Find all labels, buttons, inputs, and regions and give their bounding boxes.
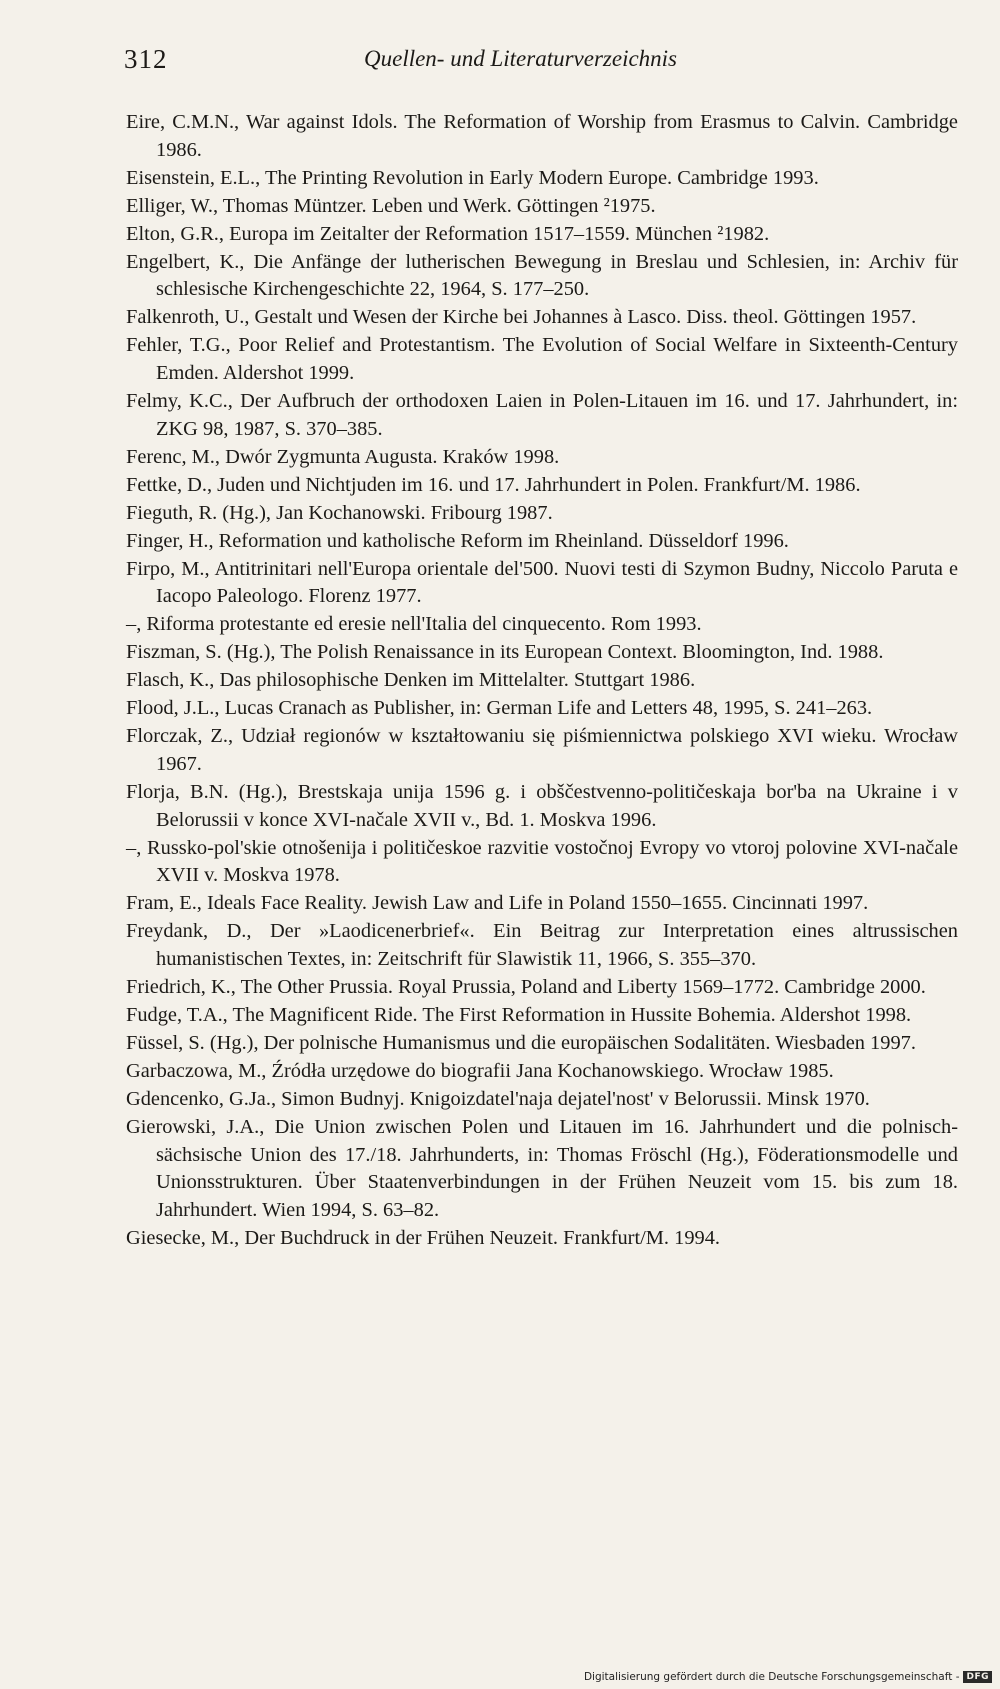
bibliography-entry: Füssel, S. (Hg.), Der polnische Humanismus und die europäischen Sodalitäten. Wiesbaden 1997. bbox=[126, 1031, 916, 1054]
bibliography-entry: Flasch, K., Das philosophische Denken im Mittelalter. Stuttgart 1986. bbox=[126, 669, 696, 692]
running-title: Quellen- und Literaturverzeichnis bbox=[364, 46, 678, 71]
bibliography-entry: Firpo, M., Antitrinitari nell'Europa orientale del'500. Nuovi testi di Szymon Budny, Niccolo Paruta e Iacopo Paleologo. Florenz 1977. bbox=[126, 557, 958, 608]
bibliography-entry: Falkenroth, U., Gestalt und Wesen der Kirche bei Johannes à Lasco. Diss. theol. Göttingen 1957. bbox=[126, 306, 917, 329]
bibliography-entry: Elliger, W., Thomas Müntzer. Leben und Werk. Göttingen ²1975. bbox=[126, 194, 656, 217]
bibliography-entry: Fehler, T.G., Poor Relief and Protestantism. The Evolution of Social Welfare in Sixteenth-Century Emden. Aldershot 1999. bbox=[126, 334, 958, 385]
footer-text: Digitalisierung gefördert durch die Deutsche Forschungsgemeinschaft - bbox=[583, 1671, 960, 1683]
bibliography-entry: –, Russko-pol'skie otnošenija i političeskoe razvitie vostočnoj Evropy vo vtoroj polovine XVI-načale XVII v. Moskva 1978. bbox=[126, 836, 958, 887]
bibliography-entry: Freydank, D., Der »Laodicenerbrief«. Ein Beitrag zur Interpretation eines altrussischen humanistischen Textes, in: Zeitschrift für Slawistik 11, 1966, S. 355–370. bbox=[126, 920, 958, 971]
bibliography-entry: Fettke, D., Juden und Nichtjuden im 16. und 17. Jahrhundert in Polen. Frankfurt/M. 1986. bbox=[126, 473, 861, 496]
bibliography-entry: Friedrich, K., The Other Prussia. Royal Prussia, Poland and Liberty 1569–1772. Cambridge 2000. bbox=[126, 976, 926, 999]
bibliography-entry: Garbaczowa, M., Źródła urzędowe do biografii Jana Kochanowskiego. Wrocław 1985. bbox=[126, 1059, 834, 1082]
bibliography-entry: Ferenc, M., Dwór Zygmunta Augusta. Kraków 1998. bbox=[126, 445, 560, 468]
dfg-logo: DFG bbox=[963, 1671, 992, 1683]
bibliography-entry: Fudge, T.A., The Magnificent Ride. The First Reformation in Hussite Bohemia. Aldershot 1998. bbox=[126, 1004, 912, 1026]
bibliography-entry: Felmy, K.C., Der Aufbruch der orthodoxen Laien in Polen-Litauen im 16. und 17. Jahrhundert, in: ZKG 98, 1987, S. 370–385. bbox=[126, 390, 958, 440]
page-header bbox=[124, 44, 884, 84]
bibliography-entry: Fieguth, R. (Hg.), Jan Kochanowski. Fribourg 1987. bbox=[126, 501, 553, 524]
bibliography-entry: Eisenstein, E.L., The Printing Revolution in Early Modern Europe. Cambridge 1993. bbox=[126, 166, 819, 189]
bibliography-entry: Gierowski, J.A., Die Union zwischen Polen und Litauen im 16. Jahrhundert und die polnisch-sächsische Union des 17./18. Jahrhunderts, in: Thomas Fröschl (Hg.), Föderationsmodelle und Unionsstrukturen. Über Staatenverbindungen in der Frühen Neuzeit vom 15. bis zum 18. Jahrhundert. Wien 1994, S. 63–82. bbox=[126, 1115, 958, 1222]
bibliography-entry: Gdencenko, G.Ja., Simon Budnyj. Knigoizdatel'naja dejatel'nost' v Belorussii. Minsk 1970. bbox=[126, 1087, 870, 1110]
bibliography-entry: Flood, J.L., Lucas Cranach as Publisher, in: German Life and Letters 48, 1995, S. 241–263. bbox=[126, 697, 873, 720]
bibliography-entry: Florja, B.N. (Hg.), Brestskaja unija 1596 g. i obščestvenno-političeskaja bor'ba na Ukraine i v Belorussii v konce XVI-načale XVII v., Bd. 1. Moskva 1996. bbox=[126, 780, 958, 831]
digitization-footer bbox=[584, 1671, 992, 1683]
bibliography-entry: –, Riforma protestante ed eresie nell'Italia del cinquecento. Rom 1993. bbox=[126, 613, 702, 636]
bibliography-entry: Eire, C.M.N., War against Idols. The Reformation of Worship from Erasmus to Calvin. Cambridge 1986. bbox=[126, 111, 958, 161]
bibliography-entry: Fiszman, S. (Hg.), The Polish Renaissance in its European Context. Bloomington, Ind. 1988. bbox=[126, 641, 884, 664]
page-number: 312 bbox=[124, 44, 168, 74]
bibliography-entry: Engelbert, K., Die Anfänge der lutherischen Bewegung in Breslau und Schlesien, in: Archiv für schlesische Kirchengeschichte 22, 1964, S. 177–250. bbox=[126, 250, 958, 301]
bibliography-list bbox=[126, 109, 958, 1253]
bibliography-entry: Giesecke, M., Der Buchdruck in der Frühen Neuzeit. Frankfurt/M. 1994. bbox=[126, 1227, 721, 1250]
bibliography-entry: Fram, E., Ideals Face Reality. Jewish Law and Life in Poland 1550–1655. Cincinnati 1997. bbox=[126, 892, 869, 915]
bibliography-entry: Florczak, Z., Udział regionów w kształtowaniu się piśmiennictwa polskiego XVI wieku. Wrocław 1967. bbox=[126, 724, 958, 775]
bibliography-entry: Elton, G.R., Europa im Zeitalter der Reformation 1517–1559. München ²1982. bbox=[126, 222, 770, 245]
bibliography-entry: Finger, H., Reformation und katholische Reform im Rheinland. Düsseldorf 1996. bbox=[126, 529, 789, 552]
